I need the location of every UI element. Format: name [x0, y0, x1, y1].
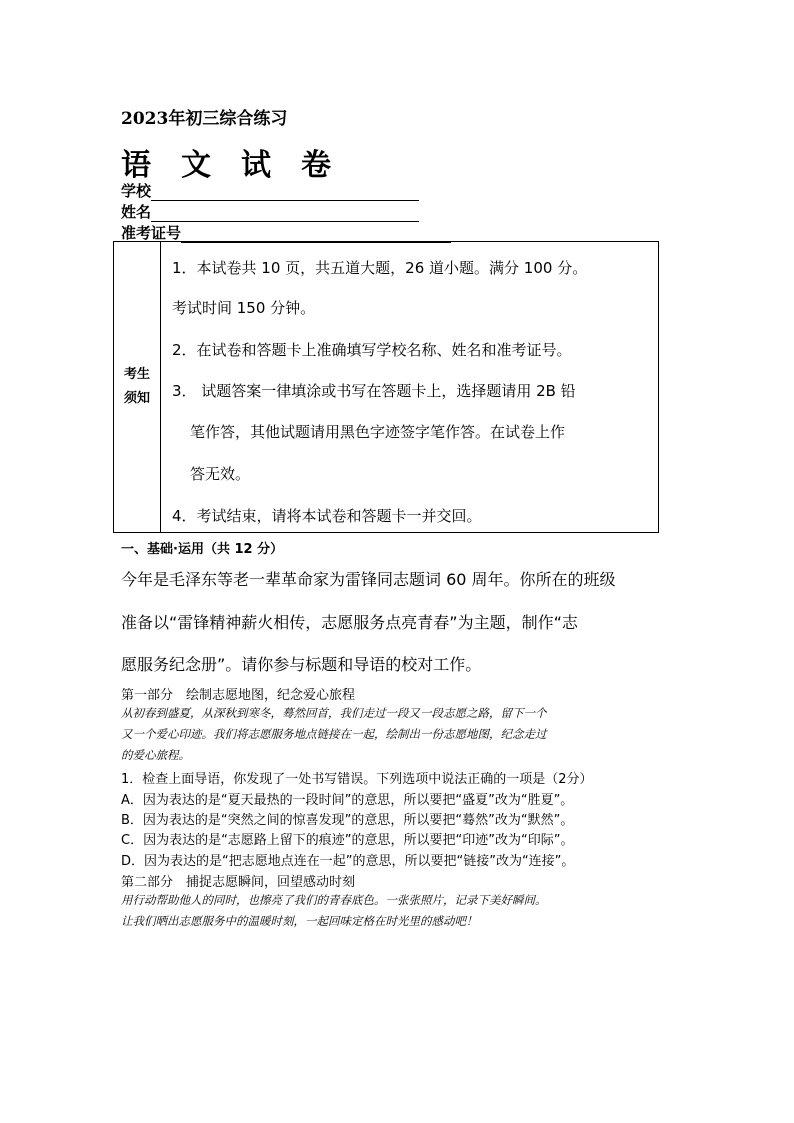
guide-line: 又一个爱心印迹。我们将志愿服务地点链接在一起，绘制出一份志愿地图，纪念走过 — [121, 727, 547, 741]
notice-line: 答无效。 — [190, 465, 251, 483]
guide-line: 用行动帮助他人的同时，也擦亮了我们的青春底色。一张张照片，记录下美好瞬间。 — [121, 893, 547, 907]
exam-year-title: 2023年初三综合练习 — [121, 109, 288, 129]
notice-label — [114, 242, 161, 532]
school-label: 学校 — [121, 182, 152, 200]
notice-line: 2．在试卷和答题卡上准确填写学校名称、姓名和准考证号。 — [172, 341, 572, 359]
notice-label-line2: 须知 — [123, 391, 150, 406]
notice-line: 1．本试卷共 10 页，共五道大题，26 道小题。满分 100 分。 — [172, 259, 588, 277]
part2-heading: 第二部分 捕捉志愿瞬间，回望感动时刻 — [121, 875, 356, 890]
school-field — [121, 180, 419, 200]
subject-title: 语文试卷 — [121, 148, 361, 183]
ticket-label: 准考证号 — [121, 224, 182, 242]
guide-line: 的爱心旅程。 — [121, 748, 190, 762]
notice-line: 4．考试结束，请将本试卷和答题卡一并交回。 — [172, 507, 482, 525]
guide-line: 让我们晒出志愿服务中的温暖时刻，一起回味定格在时光里的感动吧！ — [121, 914, 478, 928]
notice-label-line1: 考生 — [123, 367, 150, 382]
candidate-notice-box — [113, 241, 659, 533]
question-1: 1．检查上面导语，你发现了一处书写错误。下列选项中说法正确的一项是（2分） — [121, 772, 593, 787]
option-d: D．因为表达的是“把志愿地点连在一起”的意思，所以要把“链接”改为“连接”。 — [121, 854, 575, 869]
notice-line: 笔作答，其他试题请用黑色字迹签字笔作答。在试卷上作 — [190, 423, 566, 441]
notice-line: 考试时间 150 分钟。 — [172, 299, 316, 317]
ticket-field — [121, 222, 451, 242]
guide-line: 从初春到盛夏，从深秋到寒冬，蓦然回首，我们走过一段又一段志愿之路，留下一个 — [121, 706, 547, 720]
name-field — [121, 201, 419, 221]
school-blank[interactable] — [151, 184, 419, 201]
name-label: 姓名 — [121, 203, 152, 221]
part1-heading: 第一部分 绘制志愿地图，纪念爱心旅程 — [121, 688, 356, 703]
section-heading: 一、基础·运用（共 12 分） — [121, 542, 284, 557]
intro-line: 准备以“雷锋精神薪火相传，志愿服务点亮青春”为主题，制作“志 — [121, 613, 578, 632]
intro-line: 愿服务纪念册”。请你参与标题和导语的校对工作。 — [121, 655, 482, 674]
option-a: A．因为表达的是“夏天最热的一段时间”的意思，所以要把“盛夏”改为“胜夏”。 — [121, 793, 574, 808]
option-c: C．因为表达的是“志愿路上留下的痕迹”的意思，所以要把“印迹”改为“印际”。 — [121, 833, 574, 848]
name-blank[interactable] — [151, 205, 419, 222]
notice-line: 3． 试题答案一律填涂或书写在答题卡上，选择题请用 2B 铅 — [172, 382, 576, 400]
option-b: B．因为表达的是“突然之间的惊喜发现”的意思，所以要把“蓦然”改为“默然”。 — [121, 813, 574, 828]
intro-line: 今年是毛泽东等老一辈革命家为雷锋同志题词 60 周年。你所在的班级 — [121, 570, 616, 589]
